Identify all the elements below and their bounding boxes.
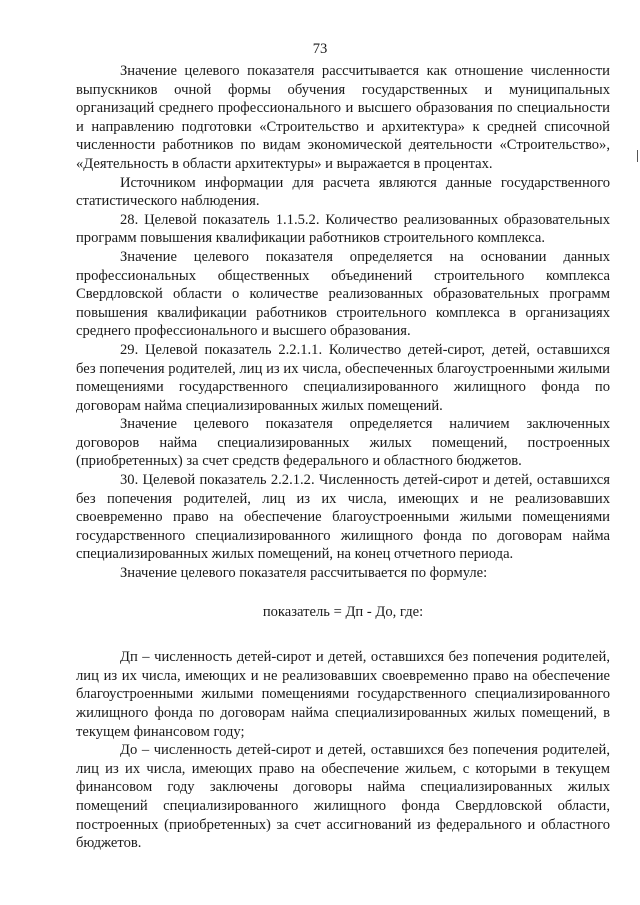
paragraph-indicator-29-calc: Значение целевого показателя определяется наличием заключенных договоров найма специализированных жилых помещений, построенных (приобретенных) за счет средств федерального и областного бюджетов. — [76, 416, 610, 470]
page-number: 73 — [312, 41, 328, 57]
scan-edge-mark — [637, 150, 638, 162]
paragraph-indicator-29: 29. Целевой показатель 2.2.1.1. Количество детей-сирот, детей, оставшихся без попечения родителей, лиц из их числа, обеспеченных благоустроенными жилыми помещениями государственного специализированного жилищного фонда по договорам найма специализированных жилых помещений. — [76, 341, 610, 414]
definition-do: До – численность детей-сирот и детей, оставшихся без попечения родителей, лиц из их числа, имеющих право на обеспечение жильем, с которыми в текущем финансовом году заключены договоры найма специализированных жилых помещений специализированного жилищного фонда Свердловской области, построенных (приобретенных) за счет ассигнований из федерального и областного бюджетов. — [76, 742, 610, 852]
paragraph-indicator-28-calc: Значение целевого показателя определяется на основании данных профессиональных общественных объединений строительного комплекса Свердловской области о количестве реализованных образовательных программ повышения квалификации работников строительного комплекса в организациях среднего профессионального и высшего образования. — [76, 248, 610, 340]
paragraph-indicator-30: 30. Целевой показатель 2.2.1.2. Численность детей-сирот и детей, оставшихся без попечения родителей, лиц из их числа, имеющих и не реализовавших своевременно право на обеспечение благоустроенными жилыми помещениями государственного специализированного жилищного фонда по договорам найма специализированных жилых помещений, на конец отчетного периода. — [76, 472, 610, 563]
paragraph-info-source: Источником информации для расчета являются данные государственного статистического наблюдения. — [76, 174, 610, 210]
paragraph-indicator-27-calc: Значение целевого показателя рассчитывается как отношение численности выпускников очной формы обучения государственных и муниципальных организаций среднего профессионального и высшего образования по специальности и направлению подготовки «Строительство и архитектура» к средней списочной численности работников по видам экономической деятельности «Строительство», «Деятельность в области архитектуры» и выражается в процентах. — [76, 63, 610, 172]
paragraph-formula-intro: Значение целевого показателя рассчитывается по формуле: — [120, 565, 488, 582]
paragraph-indicator-28: 28. Целевой показатель 1.1.5.2. Количество реализованных образовательных программ повышения квалификации работников строительного комплекса. — [76, 211, 610, 247]
document-body — [76, 62, 610, 853]
definition-dp: Дп – численность детей-сирот и детей, оставшихся без попечения родителей, лиц из их числа, имеющих и не реализовавших своевременно право на обеспечение благоустроенными жилыми помещениями государственного специализированного жилищного фонда по договорам найма специализированных жилых помещений, в текущем финансовом году; — [76, 649, 610, 740]
formula: показатель = Дп - До, где: — [262, 603, 424, 620]
